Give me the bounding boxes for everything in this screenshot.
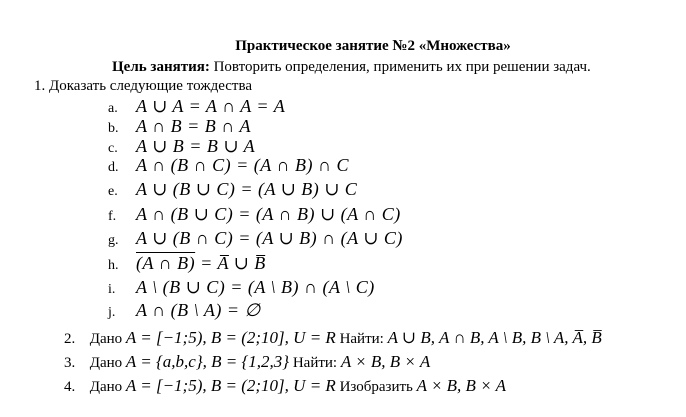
task-3	[64, 352, 430, 372]
identity-letter: a.	[108, 101, 118, 116]
task-action-word: Найти:	[292, 355, 338, 371]
task-2	[64, 328, 602, 348]
identity-letter: h.	[108, 258, 119, 273]
identity-formula: A ∩ (B ∪ C) = (A ∩ B) ∪ (A ∩ C)	[136, 204, 401, 224]
identity-c	[108, 136, 255, 157]
identity-b	[108, 116, 251, 137]
identity-h	[108, 253, 266, 274]
identity-formula: A ∩ B = B ∩ A	[136, 116, 251, 136]
identity-a	[108, 96, 285, 117]
identity-formula: = A̅ ∪ B̅	[195, 253, 266, 273]
identity-formula: A ∪ (B ∩ C) = (A ∪ B) ∩ (A ∪ C)	[136, 228, 403, 248]
identity-f	[108, 204, 401, 225]
identity-formula-overlined: (A ∩ B)	[136, 253, 196, 273]
task-1-number: 1.	[34, 78, 46, 94]
goal-label: Цель занятия:	[112, 59, 210, 75]
task-find: A ∪ B, A ∩ B, A \ B, B \ A, A̅, B̅	[387, 328, 602, 347]
task-number: 2.	[64, 331, 76, 347]
identity-j	[108, 300, 261, 321]
identity-letter: c.	[108, 141, 118, 156]
task-1-text: Доказать следующие тождества	[49, 78, 252, 94]
task-given: A = [−1;5), B = (2;10], U = R	[125, 376, 336, 395]
identity-formula: A ∪ (B ∪ C) = (A ∪ B) ∪ C	[136, 179, 358, 199]
identity-i	[108, 277, 375, 298]
task-given-word: Дано	[89, 379, 123, 395]
identity-formula: A ∪ A = A ∩ A = A	[136, 96, 286, 116]
identity-letter: j.	[108, 305, 116, 320]
identity-e	[108, 179, 357, 200]
lesson-goal	[112, 59, 591, 76]
task-number: 4.	[64, 379, 76, 395]
identity-formula: A ∩ (B ∩ C) = (A ∩ B) ∩ C	[136, 155, 349, 175]
identity-letter: d.	[108, 160, 119, 175]
task-1-heading	[34, 78, 252, 95]
identity-letter: e.	[108, 184, 118, 199]
identity-letter: g.	[108, 233, 119, 248]
identity-formula: A \ (B ∪ C) = (A \ B) ∩ (A \ C)	[136, 277, 375, 297]
task-number: 3.	[64, 355, 76, 371]
document-title: Практическое занятие №2 «Множества»	[235, 38, 511, 54]
task-given: A = [−1;5), B = (2;10], U = R	[125, 328, 336, 347]
task-action-word: Найти:	[339, 331, 384, 347]
identity-d	[108, 155, 349, 176]
task-given-word: Дано	[89, 331, 123, 347]
task-find: A × B, B × A	[416, 376, 506, 395]
task-4	[64, 376, 506, 396]
task-given-word: Дано	[89, 355, 123, 371]
task-find: A × B, B × A	[340, 352, 431, 371]
task-action-word: Изобразить	[339, 379, 413, 395]
identity-formula: A ∩ (B \ A) = ∅	[136, 300, 261, 320]
identity-g	[108, 228, 403, 249]
identity-formula: A ∪ B = B ∪ A	[136, 136, 256, 156]
identity-letter: i.	[108, 282, 116, 297]
goal-text: Повторить определения, применить их при решении задач.	[209, 59, 591, 75]
identity-letter: f.	[108, 209, 117, 224]
task-given: A = {a,b,c}, B = {1,2,3}	[125, 352, 290, 371]
identity-letter: b.	[108, 121, 119, 136]
